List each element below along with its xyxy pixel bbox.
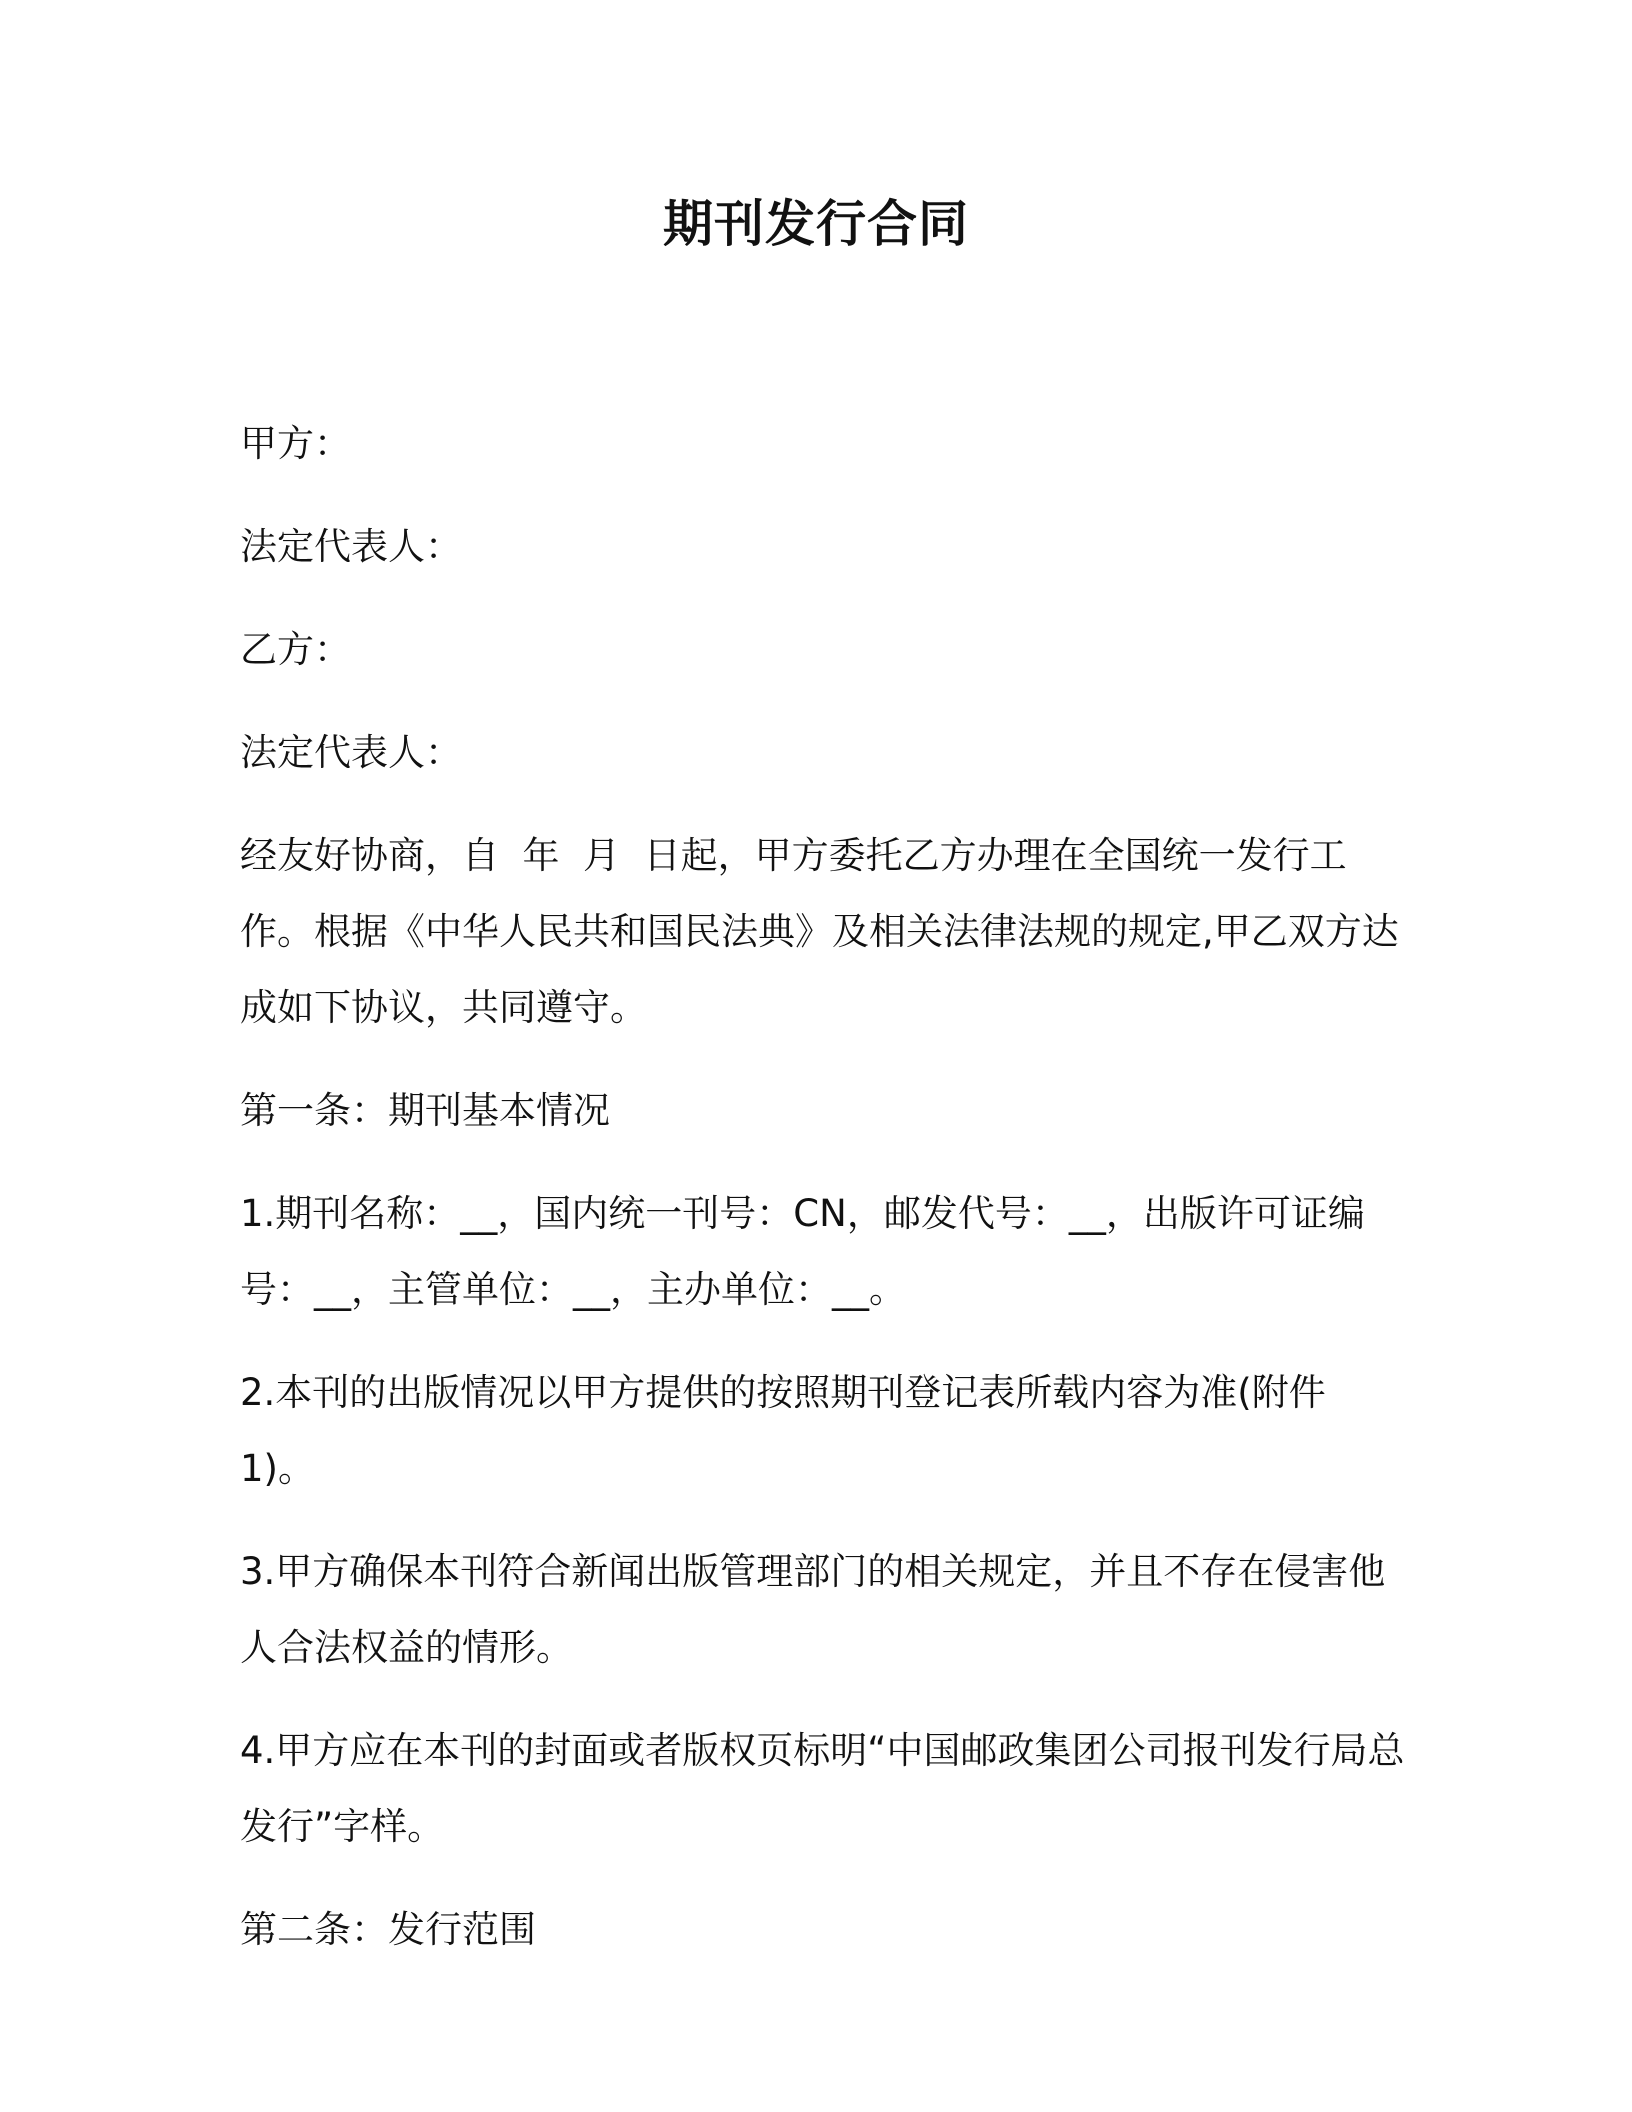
clause-1-1: 1.期刊名称：__，国内统一刊号：CN，邮发代号：__，出版许可证编号：__，主管单位：__，主办单位：__。 — [240, 1192, 1365, 1311]
clause-1-2: 2.本刊的出版情况以甲方提供的按照期刊登记表所载内容为准(附件 1)。 — [240, 1371, 1338, 1490]
article-2-heading: 第二条：发行范围 — [240, 1908, 536, 1951]
party-a-representative-label: 法定代表人： — [240, 525, 462, 568]
article-1-heading: 第一条：期刊基本情况 — [240, 1089, 610, 1132]
intro-paragraph: 经友好协商，自 年 月 日起，甲方委托乙方办理在全国统一发行工作。根据《中华人民共和国民法典》及相关法律法规的规定,甲乙双方达成如下协议，共同遵守。 — [240, 834, 1399, 1029]
clause-1-4: 4.甲方应在本刊的封面或者版权页标明“中国邮政集团公司报刊发行局总发行”字样。 — [240, 1729, 1405, 1848]
party-a-label: 甲方： — [240, 422, 351, 465]
clause-1-3: 3.甲方确保本刊符合新闻出版管理部门的相关规定，并且不存在侵害他人合法权益的情形。 — [240, 1550, 1386, 1669]
document-body — [240, 406, 1410, 1995]
party-b-label: 乙方： — [240, 628, 351, 671]
party-b-representative-label: 法定代表人： — [240, 731, 462, 774]
document-title: 期刊发行合同 — [663, 195, 969, 253]
